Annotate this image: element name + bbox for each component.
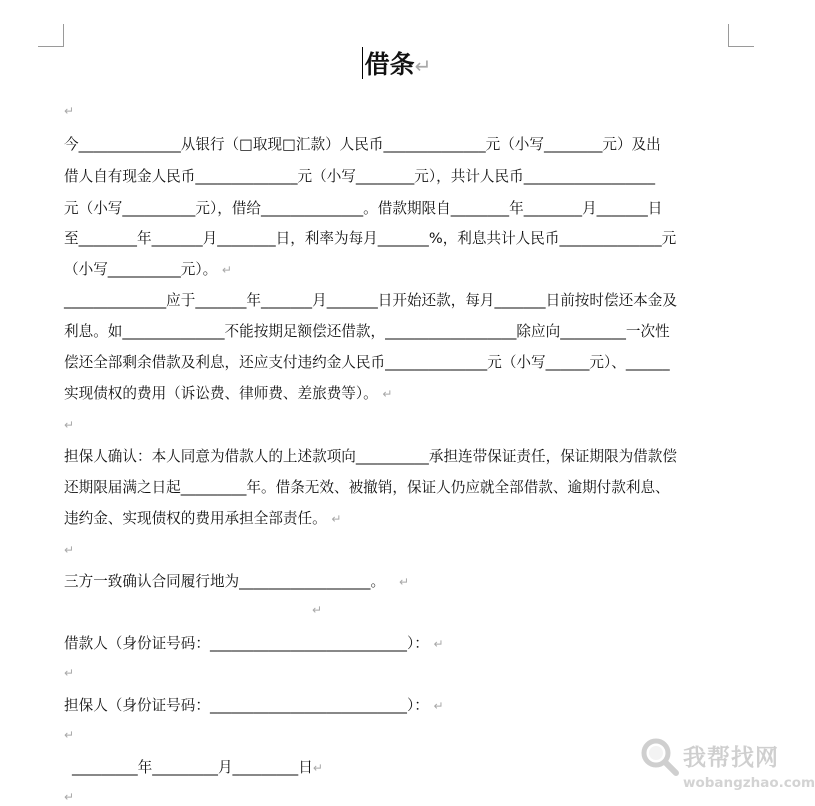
- paragraph-mark: ↵: [64, 418, 75, 432]
- paragraph-mark: ↵: [414, 54, 432, 78]
- paragraph-mark: ↵: [399, 575, 410, 589]
- line-text: _________年_________月_________日: [72, 759, 313, 776]
- body-line-1: 今______________从银行（□取现□汇款）人民币______________元（小写________元）及出: [64, 136, 661, 153]
- paragraph-mark: ↵: [312, 603, 323, 617]
- crop-mark-top-right: [728, 24, 754, 47]
- guarantor-line-2: 还期限届满之日起_________年。借条无效、被撤销，保证人仍应就全部借款、逾期付款利息、: [64, 479, 670, 496]
- guarantor-line-1: 担保人确认：本人同意为借款人的上述款项向__________承担连带保证责任，保证期限为借款偿: [64, 448, 677, 465]
- body-line-5: [64, 260, 734, 280]
- body-line-6: ______________应于_______年_______月_______日开始还款，每月_______日前按时偿还本金及: [64, 292, 677, 309]
- paragraph-mark: ↵: [382, 387, 393, 401]
- watermark-text: 我帮找网: [683, 745, 779, 771]
- paragraph-mark: ↵: [64, 790, 75, 804]
- line-text: （小写__________元）。: [64, 261, 218, 278]
- paragraph-mark: ↵: [221, 263, 232, 277]
- paragraph-mark: ↵: [312, 761, 323, 775]
- line-text: 违约金、实现债权的费用承担全部责任。: [64, 510, 327, 527]
- title-text: 借条: [364, 50, 415, 79]
- paragraph-mark: ↵: [64, 666, 75, 680]
- paragraph-mark: ↵: [433, 699, 444, 713]
- performance-place-line: [64, 572, 734, 592]
- line-text: 担保人（身份证号码：___________________________）：: [64, 697, 429, 714]
- document-title: [0, 46, 793, 85]
- line-text: 实现债权的费用（诉讼费、律师费、差旅费等）。: [64, 385, 378, 402]
- paragraph-mark: ↵: [64, 104, 75, 118]
- body-line-2: 借人自有现金人民币______________元（小写________元），共计人民币__________________: [64, 168, 656, 185]
- body-line-3: 元（小写__________元），借给______________。借款期限自________年________月_______日: [64, 200, 663, 217]
- body-line-7: 利息。如______________不能按期足额偿还借款，__________________除应向_________一次性: [64, 323, 670, 340]
- paragraph-mark: ↵: [331, 512, 342, 526]
- magnifier-icon: [638, 735, 682, 779]
- guarantor-id-line: [64, 696, 734, 716]
- line-text: 借款人（身份证号码：___________________________）：: [64, 635, 429, 652]
- guarantor-line-3: [64, 509, 734, 529]
- text-cursor: [362, 47, 363, 79]
- body-line-4: 至________年_______月________日，利率为每月_______%，利息共计人民币______________元: [64, 230, 677, 247]
- body-line-9: [64, 384, 734, 404]
- watermark-domain: wobangzhao.com: [683, 775, 815, 791]
- borrower-id-line: [64, 634, 734, 654]
- crop-mark-top-left: [38, 24, 64, 47]
- body-line-8: 偿还全部剩余借款及利息，还应支付违约金人民币______________元（小写______元）、______: [64, 354, 670, 371]
- paragraph-mark: ↵: [64, 543, 75, 557]
- paragraph-mark: ↵: [433, 637, 444, 651]
- paragraph-mark: ↵: [64, 728, 75, 742]
- line-text: 三方一致确认合同履行地为__________________。: [64, 573, 386, 590]
- site-watermark: [636, 733, 815, 799]
